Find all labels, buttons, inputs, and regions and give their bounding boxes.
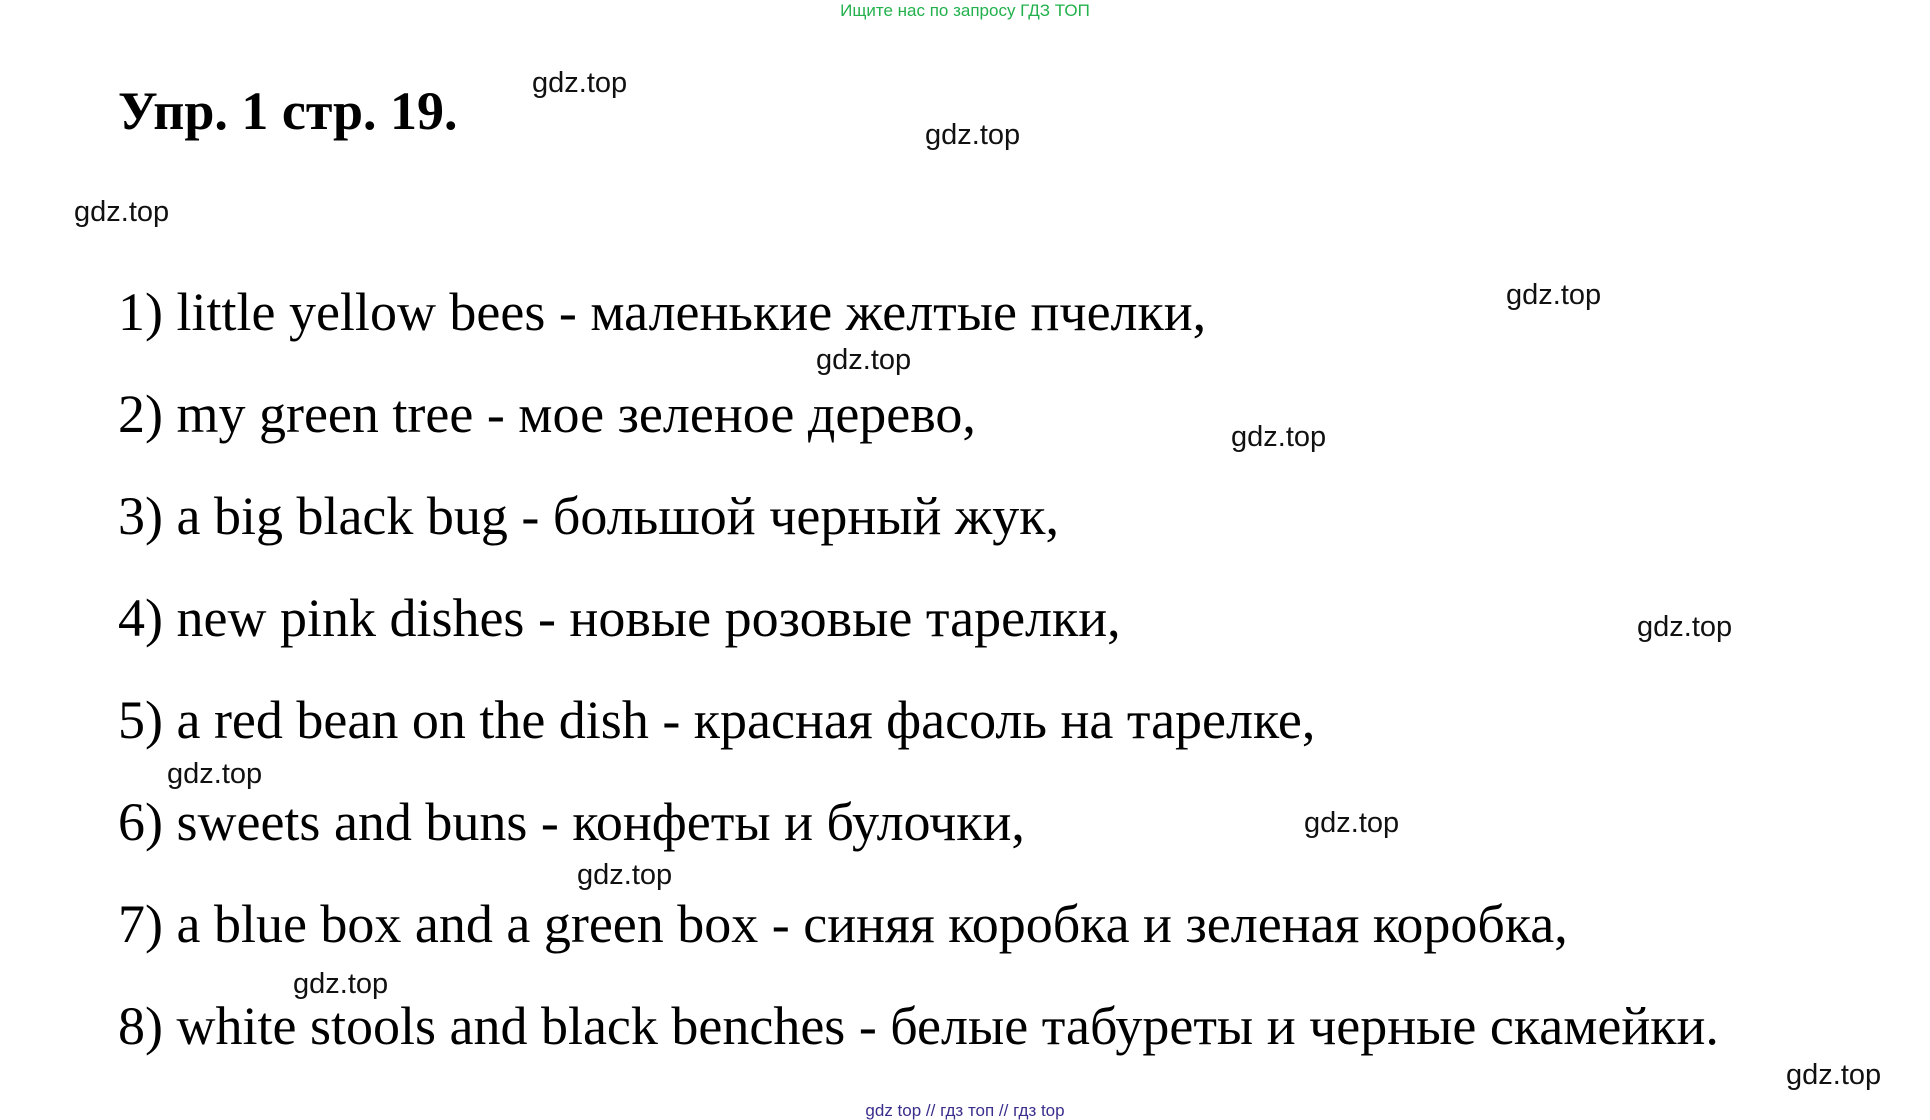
answer-item-1: 1) little yellow bees - маленькие желтые пчелки, <box>118 282 1207 342</box>
answer-item-2: 2) my green tree - мое зеленое дерево, <box>118 384 976 444</box>
answer-item-4: 4) new pink dishes - новые розовые тарелки, <box>118 588 1121 648</box>
answer-item-3: 3) a big black bug - большой черный жук, <box>118 486 1059 546</box>
watermark: gdz.top <box>1786 1059 1882 1091</box>
answer-list <box>118 270 1719 1086</box>
watermark: gdz.top <box>167 758 263 790</box>
answer-item-8: 8) white stools and black benches - белые табуреты и черные скамейки. <box>118 996 1719 1056</box>
watermark: gdz.top <box>816 344 912 376</box>
answer-item-5: 5) a red bean on the dish - красная фасоль на тарелке, <box>118 690 1316 750</box>
watermark: gdz.top <box>1637 611 1733 643</box>
watermark: gdz.top <box>1231 421 1327 453</box>
watermark: gdz.top <box>925 119 1021 151</box>
watermark: gdz.top <box>1304 807 1400 839</box>
search-hint-banner: Ищите нас по запросу ГДЗ ТОП <box>840 1 1090 20</box>
answer-item-6: 6) sweets and buns - конфеты и булочки, <box>118 792 1025 852</box>
watermark: gdz.top <box>74 196 170 228</box>
watermark: gdz.top <box>293 968 389 1000</box>
watermark: gdz.top <box>532 67 628 99</box>
footer-watermark: gdz top // гдз топ // гдз top <box>865 1101 1065 1120</box>
answer-item-7: 7) a blue box and a green box - синяя коробка и зеленая коробка, <box>118 894 1568 954</box>
watermark: gdz.top <box>577 859 673 891</box>
exercise-title: Упр. 1 стр. 19. <box>118 81 458 141</box>
watermark: gdz.top <box>1506 279 1602 311</box>
